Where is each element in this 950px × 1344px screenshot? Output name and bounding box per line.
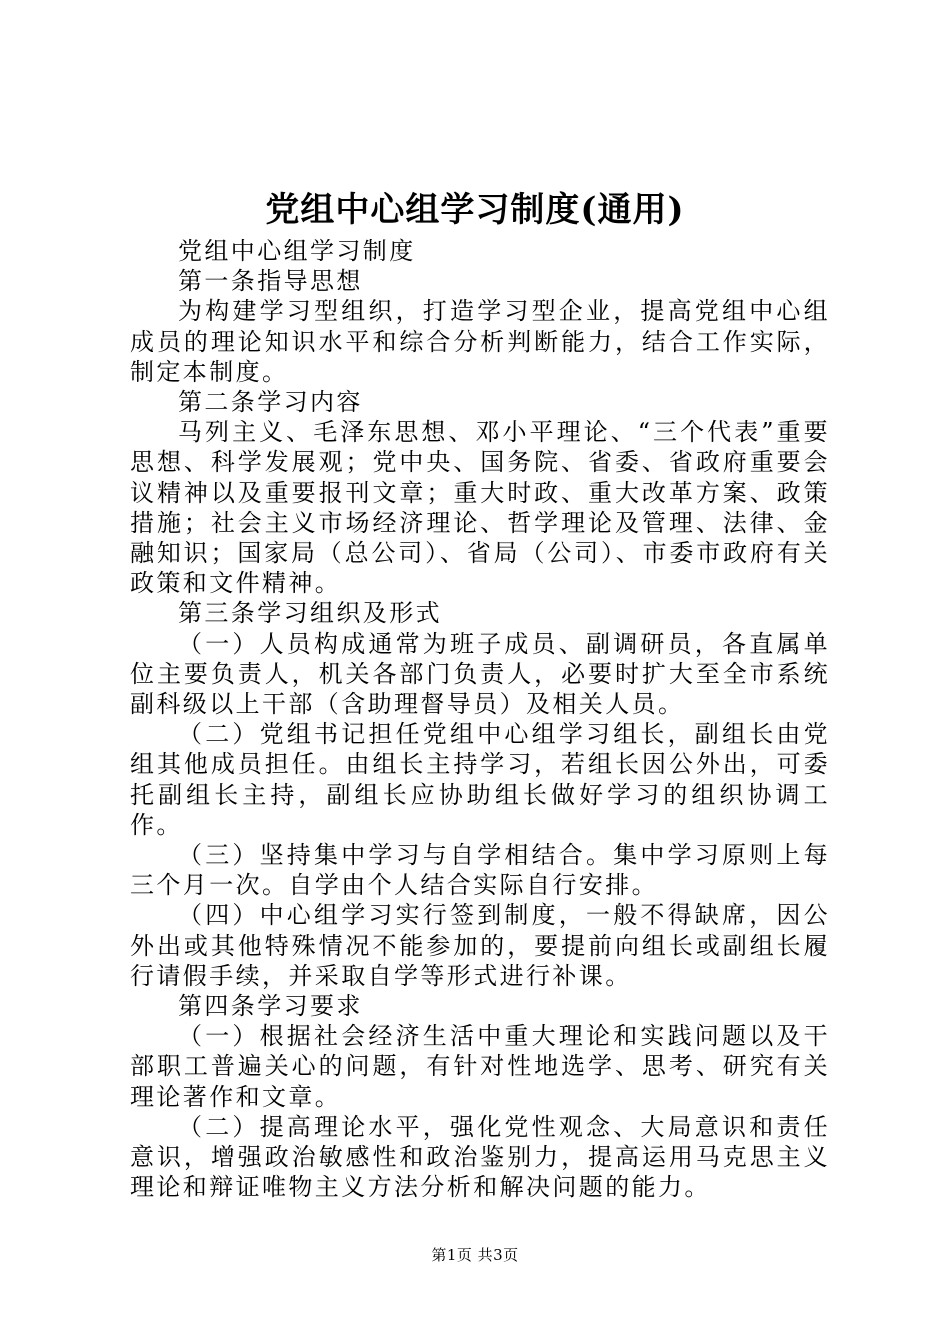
- article-1-heading: 第一条指导思想: [178, 267, 363, 296]
- article-3-heading: 第三条学习组织及形式: [178, 599, 442, 628]
- article-3-item-1: （一）人员构成通常为班子成员、副调研员，各直属单位主要负责人，机关各部门负责人，必要时扩大至全市系统副科级以上干部（含助理督导员）及相关人员。: [130, 629, 830, 719]
- article-3-item-4: （四）中心组学习实行签到制度，一般不得缺席，因公外出或其他特殊情况不能参加的，要提前向组长或副组长履行请假手续，并采取自学等形式进行补课。: [130, 901, 830, 990]
- document-body: [130, 236, 830, 1203]
- article-3-item-3: （三）坚持集中学习与自学相结合。集中学习原则上每三个月一次。自学由个人结合实际自行安排。: [130, 841, 830, 900]
- article-2-text: 马列主义、毛泽东思想、邓小平理论、“三个代表”重要思想、科学发展观；党中央、国务院、省委、省政府重要会议精神以及重要报刊文章；重大时政、重大改革方案、政策措施；社会主义市场经济理论、哲学理论及管理、法律、金融知识；国家局（总公司）、省局（公司）、市委市政府有关政策和文件精神。: [130, 418, 830, 598]
- paragraph-heading: 党组中心组学习制度: [178, 237, 416, 265]
- article-2-heading: 第二条学习内容: [178, 388, 363, 417]
- article-4-item-2: （二）提高理论水平，强化党性观念、大局意识和责任意识，增强政治敏感性和政治鉴别力，提高运用马克思主义理论和辩证唯物主义方法分析和解决问题的能力。: [130, 1112, 830, 1202]
- article-1-text: 为构建学习型组织，打造学习型企业，提高党组中心组成员的理论知识水平和综合分析判断能力，结合工作实际，制定本制度。: [130, 297, 830, 386]
- document-title: 党组中心组学习制度(通用): [265, 190, 685, 230]
- article-4-heading: 第四条学习要求: [178, 992, 363, 1021]
- page-footer: 第1页 共3页: [431, 1246, 519, 1264]
- article-3-item-2: （二）党组书记担任党组中心组学习组长，副组长由党组其他成员担任。由组长主持学习，若组长因公外出，可委托副组长主持，副组长应协助组长做好学习的组织协调工作。: [130, 720, 830, 839]
- article-4-item-1: （一）根据社会经济生活中重大理论和实践问题以及干部职工普遍关心的问题，有针对性地选学、思考、研究有关理论著作和文章。: [130, 1022, 830, 1111]
